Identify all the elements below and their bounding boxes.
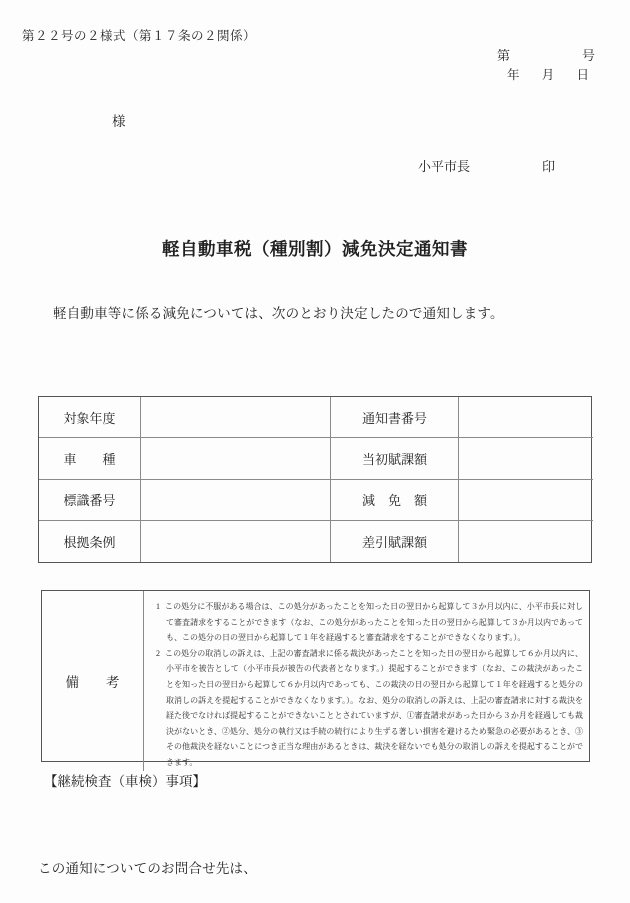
remark-2-number: 2: [156, 648, 160, 658]
seal-placeholder: 印: [541, 159, 555, 174]
remarks-label: 備 考: [42, 591, 144, 771]
notice-number-label: 通知書番号: [331, 397, 459, 438]
basis-ordinance-label: 根拠条例: [39, 521, 141, 562]
vehicle-type-label: 車 種: [39, 438, 141, 479]
date-line: [507, 65, 589, 83]
remark-1-number: 1: [156, 602, 160, 611]
vehicle-type-value: [141, 438, 331, 479]
form-number-note: 第２２号の２様式（第１７条の２関係）: [22, 29, 257, 43]
issuer-line: [418, 156, 555, 175]
date-day-label: 日: [576, 68, 589, 82]
issuer-name: 小平市長: [418, 159, 471, 174]
exemption-amount-value: [459, 480, 593, 521]
inspection-heading: 【継続検査（車検）事項】: [44, 774, 206, 789]
initial-levy-label: 当初賦課額: [331, 438, 459, 479]
target-year-label: 対象年度: [39, 397, 141, 438]
target-year-value: [141, 397, 331, 438]
remark-item-2: [156, 646, 583, 771]
remarks-body: [144, 591, 589, 771]
detail-table: [38, 396, 592, 563]
remark-item-1: [156, 599, 583, 646]
notice-number-value: [459, 397, 593, 438]
initial-levy-value: [459, 438, 593, 479]
remarks-box: [41, 590, 590, 767]
contact-line: この通知についてのお問合せ先は、: [38, 861, 257, 876]
addressee-honorific: 様: [112, 114, 126, 129]
document-title: 軽自動車税（種別割）減免決定通知書: [162, 239, 468, 259]
document-number-line: [497, 45, 595, 64]
date-month-label: 月: [541, 68, 555, 82]
net-levy-label: 差引賦課額: [331, 521, 459, 562]
basis-ordinance-value: [141, 521, 331, 562]
doc-number-suffix: 号: [581, 48, 595, 63]
plate-number-label: 標識番号: [39, 480, 141, 521]
doc-number-prefix: 第: [497, 48, 511, 63]
intro-text: 軽自動車等に係る減免については、次のとおり決定したので通知します。: [53, 306, 504, 321]
plate-number-value: [141, 480, 331, 521]
net-levy-value: [459, 521, 593, 562]
date-year-label: 年: [507, 68, 520, 82]
exemption-amount-label: 減 免 額: [331, 480, 459, 521]
remark-1-text: この処分に不服がある場合は、この処分があったことを知った日の翌日から起算して３か月以内に、小平市長に対して審査請求をすることができます（なお、この処分があったことを知った日の翌日から起算して３か月以内であっても、この処分の日の翌日から起算して１年を経過すると審査請求をすることができなくなります。）。: [165, 602, 583, 643]
remark-2-text: この処分の取消しの訴えは、上記の審査請求に係る裁決があったことを知った日の翌日から起算して６か月以内に、小平市を被告として（小平市長が被告の代表者となります。）提起することができます（なお、この裁決があったことを知った日の翌日から起算して６か月以内であっても、この裁決の日の翌日から起算して１年を経過すると処分の取消しの訴えを提起することができなくなります。）。なお、処分の取消しの訴えは、上記の審査請求に対する裁決を経た後でなければ提起することができないこととされていますが、①審査請求があった日から３か月を経過しても裁決がないとき、②処分、処分の執行又は手続の続行により生ずる著しい損害を避けるため緊急の必要があるとき、③その他裁決を経ないことにつき正当な理由があるときは、裁決を経ないでも処分の取消しの訴えを提起することができます。: [165, 648, 583, 767]
